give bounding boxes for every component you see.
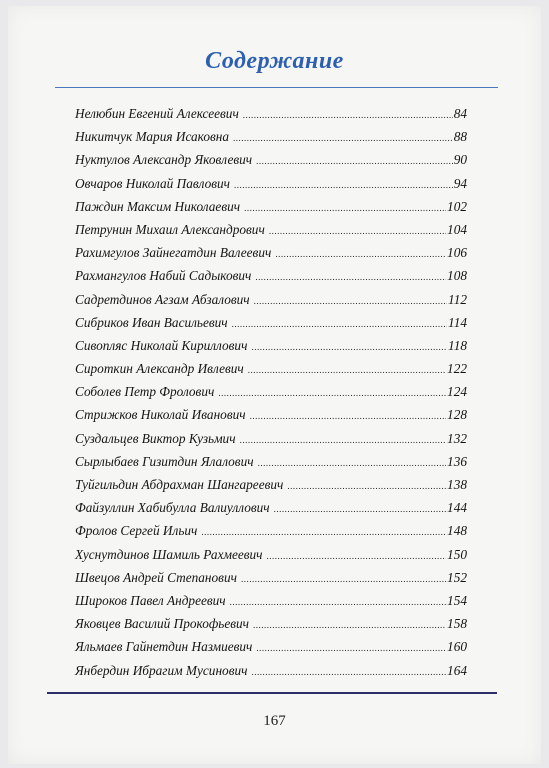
toc-entry	[75, 431, 467, 454]
toc-entry	[75, 639, 467, 662]
toc-dot-leader	[267, 551, 447, 561]
title-divider	[55, 87, 498, 88]
toc-dot-leader	[201, 527, 446, 537]
page-title: Содержание	[205, 48, 344, 74]
toc-entry-page: 88	[453, 129, 467, 145]
toc-entry-name: Широков Павел Андреевич	[75, 592, 226, 608]
toc-entry-name: Рахмангулов Набий Садыкович	[75, 268, 252, 284]
toc-entry-page: 104	[447, 221, 467, 237]
toc-dot-leader	[230, 597, 446, 607]
toc-entry-page: 150	[447, 546, 467, 562]
toc-dot-leader	[256, 643, 446, 653]
footer-divider	[47, 692, 497, 694]
toc-entry-name: Яковцев Василий Прокофьевич	[75, 616, 250, 632]
toc-entry-name: Овчаров Николай Павлович	[75, 175, 231, 191]
toc-dot-leader	[256, 156, 453, 166]
toc-entry-page: 164	[447, 662, 467, 678]
toc-entry	[75, 500, 467, 523]
toc-dot-leader	[254, 296, 447, 306]
toc-entry-name: Садретдинов Агзам Абзалович	[75, 291, 250, 307]
toc-entry-page: 144	[447, 500, 467, 516]
toc-dot-leader	[274, 504, 446, 514]
toc-entry-page: 90	[453, 152, 467, 168]
toc-entry-name: Сибриков Иван Васильевич	[75, 314, 228, 330]
toc-dot-leader	[234, 180, 453, 190]
toc-dot-leader	[243, 110, 453, 120]
toc-entry	[75, 152, 467, 175]
page-number: 167	[263, 713, 286, 729]
toc-entry	[75, 663, 467, 686]
toc-entry	[75, 616, 467, 639]
table-of-contents	[75, 106, 467, 686]
toc-dot-leader	[251, 667, 446, 677]
toc-entry-page: 112	[448, 291, 467, 307]
toc-dot-leader	[244, 203, 446, 213]
toc-entry	[75, 477, 467, 500]
toc-entry-name: Сивопляс Николай Кириллович	[75, 337, 248, 353]
toc-entry-page: 118	[448, 337, 467, 353]
toc-entry-name: Нуктулов Александр Яковлевич	[75, 152, 253, 168]
toc-entry-name: Сырлыбаев Гизитдин Ялалович	[75, 453, 254, 469]
toc-entry-name: Суздальцев Виктор Кузьмич	[75, 430, 236, 446]
toc-entry	[75, 384, 467, 407]
toc-dot-leader	[233, 133, 453, 143]
toc-entry-page: 106	[447, 245, 467, 261]
toc-entry-page: 154	[447, 592, 467, 608]
toc-entry-name: Фролов Сергей Ильич	[75, 523, 198, 539]
toc-entry	[75, 129, 467, 152]
toc-entry	[75, 315, 467, 338]
toc-dot-leader	[250, 411, 446, 421]
toc-entry	[75, 222, 467, 245]
toc-dot-leader	[232, 319, 447, 329]
toc-entry-page: 124	[447, 384, 467, 400]
toc-entry-page: 84	[453, 106, 467, 121]
toc-entry-page: 122	[447, 361, 467, 377]
toc-entry-page: 132	[447, 430, 467, 446]
toc-entry-page: 102	[447, 198, 467, 214]
toc-entry-name: Рахимгулов Зайнегатдин Валеевич	[75, 245, 272, 261]
toc-dot-leader	[258, 458, 446, 468]
toc-entry-name: Швецов Андрей Степанович	[75, 569, 237, 585]
toc-entry-page: 108	[447, 268, 467, 284]
toc-dot-leader	[240, 435, 446, 445]
toc-entry-page: 152	[447, 569, 467, 585]
toc-entry	[75, 292, 467, 315]
toc-entry	[75, 176, 467, 199]
toc-entry-name: Янбердин Ибрагим Мусинович	[75, 662, 248, 678]
toc-entry-name: Петрунин Михаил Александрович	[75, 221, 265, 237]
toc-dot-leader	[251, 342, 447, 352]
toc-entry-name: Никитчук Мария Исаковна	[75, 129, 230, 145]
toc-dot-leader	[253, 620, 446, 630]
toc-entry-name: Паждин Максим Николаевич	[75, 198, 241, 214]
toc-entry	[75, 361, 467, 384]
toc-dot-leader	[287, 481, 446, 491]
toc-entry	[75, 547, 467, 570]
toc-entry	[75, 593, 467, 616]
toc-entry-name: Сироткин Александр Ивлевич	[75, 361, 244, 377]
toc-entry-page: 138	[447, 477, 467, 492]
toc-entry-page: 114	[448, 314, 467, 330]
toc-entry-name: Нелюбин Евгений Алексеевич	[75, 106, 239, 121]
toc-entry	[75, 454, 467, 477]
toc-entry	[75, 245, 467, 268]
toc-entry	[75, 106, 467, 129]
toc-entry	[75, 268, 467, 291]
toc-entry	[75, 407, 467, 430]
toc-dot-leader	[241, 574, 446, 584]
toc-entry-name: Туйгильдин Абдрахман Шангареевич	[75, 477, 284, 492]
toc-entry-page: 158	[447, 616, 467, 632]
toc-dot-leader	[248, 365, 446, 375]
toc-entry-page: 136	[447, 453, 467, 469]
toc-dot-leader	[218, 388, 446, 398]
toc-dot-leader	[269, 226, 446, 236]
toc-entry-page: 94	[453, 175, 467, 191]
toc-entry-name: Соболев Петр Фролович	[75, 384, 215, 400]
toc-entry	[75, 338, 467, 361]
toc-entry	[75, 199, 467, 222]
toc-entry-name: Файзуллин Хабибулла Валиуллович	[75, 500, 270, 516]
toc-entry-name: Хуснутдинов Шамиль Рахмеевич	[75, 546, 263, 562]
toc-entry	[75, 570, 467, 593]
toc-entry-page: 128	[447, 407, 467, 423]
toc-entry-name: Яльмаев Гайнетдин Назмиевич	[75, 639, 253, 655]
toc-dot-leader	[275, 249, 446, 259]
toc-entry-page: 160	[447, 639, 467, 655]
toc-entry	[75, 523, 467, 546]
toc-dot-leader	[255, 272, 446, 282]
toc-entry-name: Стрижков Николай Иванович	[75, 407, 246, 423]
toc-entry-page: 148	[447, 523, 467, 539]
